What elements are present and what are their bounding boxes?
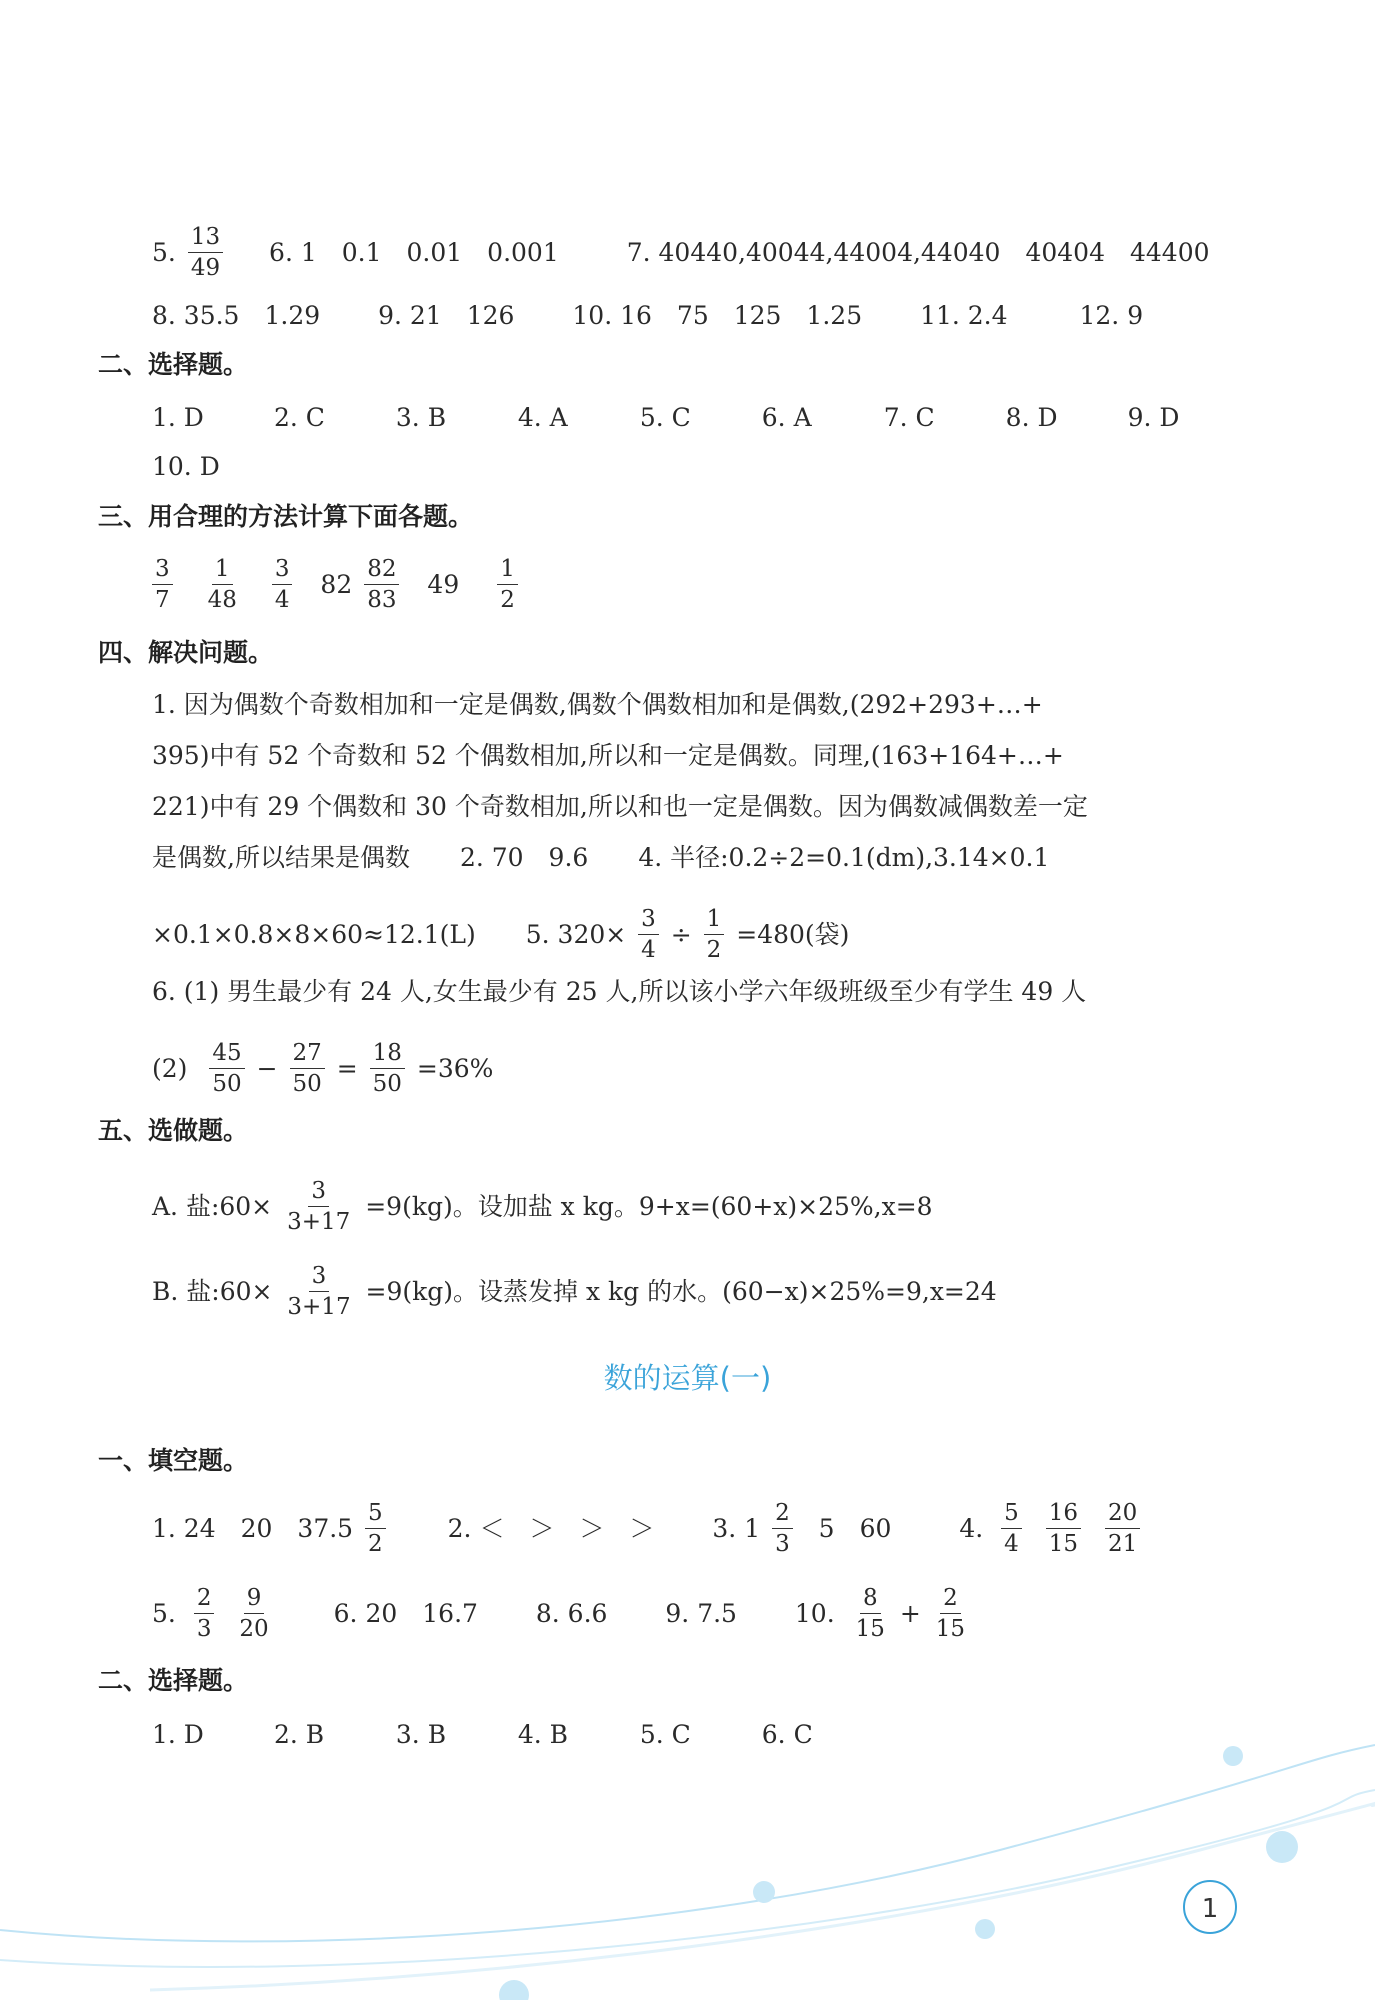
fraction: $\frac{3}{4}$ xyxy=(638,906,659,963)
bubble-icon xyxy=(753,1881,775,1903)
fraction: $\frac{2}{3}$ xyxy=(194,1585,215,1642)
q6-answer: 6. 1 0.1 0.01 0.001 xyxy=(269,237,559,267)
choice-answer: 2. B xyxy=(273,1719,325,1749)
choice-answer: 1. D xyxy=(152,1719,204,1749)
fill2-row-1: 1. 24 20 37.5 $\frac{5}{2}$ 2. ＜ ＞ ＞ ＞ 3. 1 $\frac{2}{3}$ 5 60 4. $\frac{5}{4}$ $\frac{16}{15}$ $\frac{20}{21}$ xyxy=(152,1500,1144,1557)
fraction: $\frac{1}{2}$ xyxy=(704,906,725,963)
solve-heading: 四、解决问题。 xyxy=(98,638,274,667)
bubble-icon xyxy=(1266,1831,1298,1863)
fraction: $\frac{3}{7}$ xyxy=(152,556,173,613)
solve-line-1: 1. 因为偶数个奇数相加和一定是偶数,偶数个偶数相加和是偶数,(292+293+…+ xyxy=(152,690,1043,719)
choice-answer: 5. C xyxy=(639,1719,691,1749)
choice-answer: 3. B xyxy=(395,402,447,432)
fraction: $\frac{20}{21}$ xyxy=(1105,1500,1140,1557)
q8-answer: 8. 35.5 1.29 xyxy=(152,300,321,330)
fill2-row-2: 5. $\frac{2}{3}$ $\frac{9}{20}$ 6. 20 16.7 8. 6.6 9. 7.5 10. $\frac{8}{15}$ + $\frac{2}{15}$ xyxy=(152,1585,972,1642)
choice-answer: 7. C xyxy=(883,402,935,432)
choice-answer: 9. D xyxy=(1127,402,1180,432)
choice-answer: 3. B xyxy=(395,1719,447,1749)
choice-answer: 4. A xyxy=(517,402,568,432)
solve-line-5: ×0.1×0.8×8×60≈12.1(L) 5. 320× $\frac{3}{4}$ ÷ $\frac{1}{2}$ =480(袋) xyxy=(152,906,850,963)
bubble-icon xyxy=(975,1919,995,1939)
solve-line-6: 6. (1) 男生最少有 24 人,女生最少有 25 人,所以该小学六年级班级至少有学生 49 人 xyxy=(152,977,1087,1006)
fill2-heading: 一、填空题。 xyxy=(98,1446,249,1475)
bubble-icon xyxy=(1223,1746,1243,1766)
fraction: $\frac{2}{3}$ xyxy=(772,1500,793,1557)
q7-answer: 7. 40440,40044,44004,44040 40404 44400 xyxy=(626,237,1210,267)
fraction: $\frac{45}{50}$ xyxy=(209,1040,244,1097)
fraction: $\frac{8}{15}$ xyxy=(855,1585,885,1642)
solve-line-3: 221)中有 29 个偶数和 30 个奇数相加,所以和也一定是偶数。因为偶数减偶数差一定 xyxy=(152,792,1088,821)
q10-answer: 10. 16 75 125 1.25 xyxy=(572,300,863,330)
choice-answer: 5. C xyxy=(639,402,691,432)
fraction: $\frac{1}{2}$ xyxy=(497,556,518,613)
fraction: $\frac{13}{49}$ xyxy=(188,224,223,281)
fraction: $\frac{9}{20}$ xyxy=(239,1585,269,1642)
optional-heading: 五、选做题。 xyxy=(98,1116,249,1145)
mixed-number-whole: 82 xyxy=(320,569,353,599)
choice-answer: 8. D xyxy=(1005,402,1058,432)
fraction: $\frac{2}{15}$ xyxy=(935,1585,966,1642)
choice2-heading: 二、选择题。 xyxy=(98,1666,249,1695)
q12-answer: 12. 9 xyxy=(1079,300,1144,330)
bubble-icon xyxy=(499,1980,529,2000)
choice-answer: 6. C xyxy=(761,1719,813,1749)
fraction: $\frac{18}{50}$ xyxy=(370,1040,405,1097)
choice-answer: 4. B xyxy=(517,1719,569,1749)
fraction: $\frac{27}{50}$ xyxy=(290,1040,325,1097)
optional-a: A. 盐:60× $\frac{3}{3+17}$ =9(kg)。设加盐 x kg。9+x=(60+x)×25%,x=8 xyxy=(152,1178,933,1235)
fraction: $\frac{3}{3+17}$ xyxy=(287,1178,351,1235)
choice-answer: 2. C xyxy=(273,402,325,432)
section-title: 数的运算(一) xyxy=(603,1361,772,1395)
calc-answer-49: 49 xyxy=(427,569,460,599)
q5-label: 5. xyxy=(152,237,176,267)
solve-line-4: 是偶数,所以结果是偶数 2. 70 9.6 4. 半径:0.2÷2=0.1(dm),3.14×0.1 xyxy=(152,843,1050,872)
calc-heading: 三、用合理的方法计算下面各题。 xyxy=(98,502,474,531)
choice-heading: 二、选择题。 xyxy=(98,350,249,379)
solve-line-2: 395)中有 52 个奇数和 52 个偶数相加,所以和一定是偶数。同理,(163+164+…+ xyxy=(152,741,1064,770)
q9-answer: 9. 21 126 xyxy=(378,300,515,330)
fraction: $\frac{5}{2}$ xyxy=(365,1500,386,1557)
choice-answer: 1. D xyxy=(152,402,204,432)
fraction: $\frac{1}{48}$ xyxy=(207,556,237,613)
fraction: $\frac{82}{83}$ xyxy=(364,556,399,613)
fraction: $\frac{16}{15}$ xyxy=(1046,1500,1081,1557)
solve-line-7: (2) $\frac{45}{50}$ − $\frac{27}{50}$ = $\frac{18}{50}$ =36% xyxy=(152,1040,494,1097)
fraction: $\frac{5}{4}$ xyxy=(1001,1500,1022,1557)
fraction: $\frac{3}{4}$ xyxy=(272,556,293,613)
choice-answer: 6. A xyxy=(761,402,812,432)
fraction: $\frac{3}{3+17}$ xyxy=(287,1263,351,1320)
q11-answer: 11. 2.4 xyxy=(920,300,1008,330)
optional-b: B. 盐:60× $\frac{3}{3+17}$ =9(kg)。设蒸发掉 x kg 的水。(60−x)×25%=9,x=24 xyxy=(152,1263,997,1320)
page-number: 1 xyxy=(1201,1894,1219,1924)
choice-answer-10: 10. D xyxy=(152,452,220,481)
